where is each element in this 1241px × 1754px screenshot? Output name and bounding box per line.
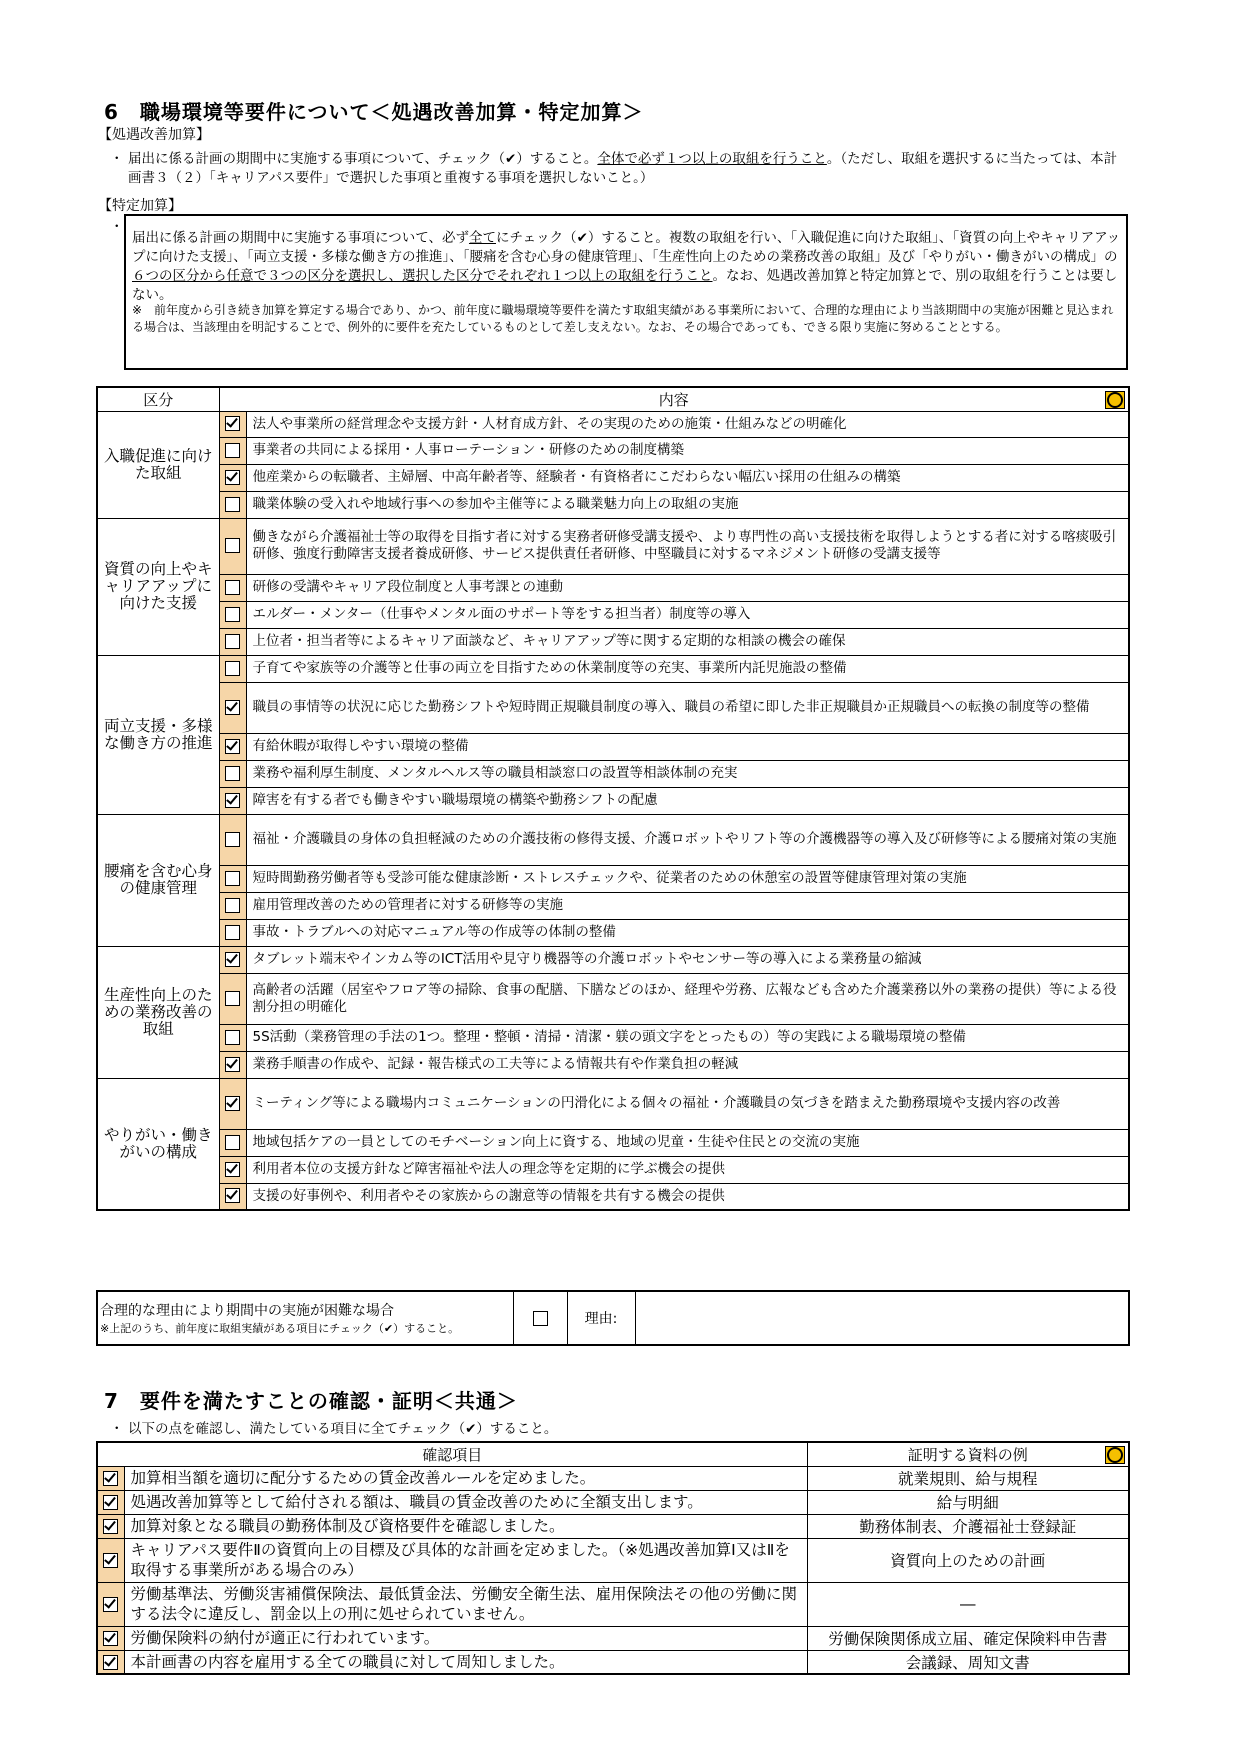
item-text: 子育てや家族等の介護等と仕事の両立を目指すための休業制度等の充実、事業所内託児施設の整備: [246, 655, 1129, 682]
reason-checkbox-cell: [513, 1291, 567, 1345]
evidence-text: ―: [807, 1582, 1129, 1626]
table-row: [97, 1466, 1129, 1490]
shogu-label: 【処遇改善加算】: [98, 127, 210, 143]
item-checkbox[interactable]: [225, 832, 240, 847]
item-checkbox[interactable]: [225, 497, 240, 512]
checkbox-cell: [97, 1490, 124, 1514]
shogu-bullet: ・: [110, 151, 124, 167]
table-row: [97, 1514, 1129, 1538]
item-text: 事業者の共同による採用・人事ローテーション・研修のための制度構築: [246, 437, 1129, 464]
table-row: [97, 574, 1129, 601]
table-row: [97, 601, 1129, 628]
item-text: 短時間勤務労働者等も受診可能な健康診断・ストレスチェックや、従業者のための休憩室の設置等健康管理対策の実施: [246, 865, 1129, 892]
table-row: [97, 814, 1129, 865]
reason-cell: [97, 1291, 513, 1345]
checkbox-cell: [219, 973, 246, 1024]
checkbox-cell: [219, 601, 246, 628]
item-checkbox[interactable]: [225, 1135, 240, 1150]
item-text: 職業体験の受入れや地域行事への参加や主催等による職業魅力向上の取組の実施: [246, 491, 1129, 518]
checkbox-cell: [219, 1183, 246, 1210]
category-label: やりがい・働きがいの構成: [97, 1078, 219, 1210]
header-item: 確認項目: [97, 1442, 807, 1466]
checkbox-cell: [219, 865, 246, 892]
checkbox-cell: [219, 1078, 246, 1129]
checkbox-cell: [219, 787, 246, 814]
reason-note: ※上記のうち、前年度に取組実績がある項目にチェック（✔）すること。: [100, 1322, 460, 1335]
table-row: [97, 411, 1129, 437]
item-text: 5S活動（業務管理の手法の1つ。整理・整頓・清掃・清潔・躾の頭文字をとったもの）等の実践による職場環境の整備: [246, 1024, 1129, 1051]
table-row: [97, 733, 1129, 760]
confirm-item-text: 労働基準法、労働災害補償保険法、最低賃金法、労働安全衛生法、雇用保険法その他の労働に関する法令に違反し、罰金以上の刑に処せられていません。: [124, 1582, 807, 1626]
table-row: [97, 1024, 1129, 1051]
category-label: 入職促進に向けた取組: [97, 411, 219, 518]
checkbox-cell: [219, 464, 246, 491]
tokutei-note: ※ 前年度から引き続き加算を算定する場合であり、かつ、前年度に職場環境等要件を満たす取組実績がある事業所において、合理的な理由により当該期間中の実施が困難と見込まれる場合は、当該理由を明記することで、例外的に要件を充たしているものとして差し支えない。なお、その場合であっても、できる限り実施に努めることとする。: [132, 303, 1114, 334]
confirm-checkbox[interactable]: [103, 1631, 118, 1646]
item-checkbox[interactable]: [225, 538, 240, 553]
table-row: [97, 628, 1129, 655]
evidence-text: 勤務体制表、介護福祉士登録証: [807, 1514, 1129, 1538]
checkbox-cell: [219, 1129, 246, 1156]
checkbox-cell: [97, 1514, 124, 1538]
confirm-item-text: 処遇改善加算等として給付される額は、職員の賃金改善のために全額支出します。: [124, 1490, 807, 1514]
confirm-checkbox[interactable]: [103, 1495, 118, 1510]
confirm-item-text: 加算相当額を適切に配分するための賃金改善ルールを定めました。: [124, 1466, 807, 1490]
item-text: 福祉・介護職員の身体の負担軽減のための介護技術の修得支援、介護ロボットやリフト等の介護機器等の導入及び研修等による腰痛対策の実施: [246, 814, 1129, 865]
checkbox-cell: [97, 1626, 124, 1650]
item-checkbox[interactable]: [225, 1030, 240, 1045]
confirm-checkbox[interactable]: [103, 1519, 118, 1534]
item-text: 他産業からの転職者、主婦層、中高年齢者等、経験者・有資格者にこだわらない幅広い採用の仕組みの構築: [246, 464, 1129, 491]
checkbox-cell: [219, 437, 246, 464]
item-text: 働きながら介護福祉士等の取得を目指す者に対する実務者研修受講支援や、より専門性の高い支援技術を取得しようとする者に対する喀痰吸引研修、強度行動障害支援者養成研修、サービス提供責任者研修、中堅職員に対するマネジメント研修の受講支援等: [246, 518, 1129, 574]
checkbox-cell: [97, 1538, 124, 1582]
table-row: [97, 946, 1129, 973]
table-row: [97, 1078, 1129, 1129]
item-checkbox[interactable]: [225, 634, 240, 649]
checkbox-cell: [219, 760, 246, 787]
reason-checkbox[interactable]: [533, 1311, 548, 1326]
checkbox-cell: [219, 946, 246, 973]
checkbox-cell: [219, 733, 246, 760]
tokutei-bullet: ・: [110, 219, 124, 235]
header-evidence-label: 証明する資料の例: [907, 1445, 1028, 1464]
category-label: 両立支援・多様な働き方の推進: [97, 655, 219, 814]
item-checkbox[interactable]: [225, 871, 240, 886]
table-row: [97, 973, 1129, 1024]
table-row: [97, 787, 1129, 814]
item-checkbox[interactable]: [225, 766, 240, 781]
confirm-item-text: 労働保険料の納付が適正に行われています。: [124, 1626, 807, 1650]
item-checkbox[interactable]: [225, 1162, 240, 1177]
table-row: [97, 518, 1129, 574]
item-checkbox[interactable]: [225, 607, 240, 622]
item-text: タブレット端末やインカム等のICT活用や見守り機器等の介護ロボットやセンサー等の導入による業務量の縮減: [246, 946, 1129, 973]
item-text: 事故・トラブルへの対応マニュアル等の作成等の体制の整備: [246, 919, 1129, 946]
confirm-item-text: 本計画書の内容を雇用する全ての職員に対して周知しました。: [124, 1650, 807, 1674]
confirm-checkbox[interactable]: [103, 1471, 118, 1486]
reason-field-label: 理由:: [567, 1291, 635, 1345]
checkbox-cell: [219, 682, 246, 733]
table-row: [97, 491, 1129, 518]
section7-text: 以下の点を確認し、満たしている項目に全てチェック（✔）すること。: [128, 1421, 558, 1437]
table-row: [97, 1183, 1129, 1210]
checkbox-cell: [219, 814, 246, 865]
item-checkbox[interactable]: [225, 739, 240, 754]
checkbox-cell: [219, 919, 246, 946]
item-checkbox[interactable]: [225, 898, 240, 913]
tokutei-label: 【特定加算】: [98, 198, 182, 214]
confirm-checkbox[interactable]: [103, 1655, 118, 1670]
item-text: 研修の受講やキャリア段位制度と人事考課との連動: [246, 574, 1129, 601]
table-row: [97, 1051, 1129, 1078]
item-text: 支援の好事例や、利用者やその家族からの謝意等の情報を共有する機会の提供: [246, 1183, 1129, 1210]
item-text: ミーティング等による職場内コミュニケーションの円滑化による個々の福祉・介護職員の気づきを踏まえた勤務環境や支援内容の改善: [246, 1078, 1129, 1129]
table-row: [97, 1129, 1129, 1156]
tokutei-text: 届出に係る計画の期間中に実施する事項について、必ず全てにチェック（✔）すること。複数の取組を行い、「入職促進に向けた取組」、「資質の向上やキャリアアップに向けた支援」、「両立支援・多様な働き方の推進」、「腰痛を含む心身の健康管理」、「生産性向上のための業務改善の取組」及び「やりがい・働きがいの構成」の６つの区分から任意で３つの区分を選択し、選択した区分でそれぞれ１つ以上の取組を行うこと。なお、処遇改善加算と特定加算とで、別の取組を行うことは要しない。: [132, 230, 1121, 303]
reason-input[interactable]: [635, 1291, 1129, 1345]
checkbox-cell: [219, 628, 246, 655]
item-checkbox[interactable]: [225, 1096, 240, 1111]
checkbox-cell: [219, 1156, 246, 1183]
checkbox-cell: [219, 411, 246, 437]
category-label: 生産性向上のための業務改善の取組: [97, 946, 219, 1078]
item-checkbox[interactable]: [225, 661, 240, 676]
item-text: 法人や事業所の経営理念や支援方針・人材育成方針、その実現のための施策・仕組みなどの明確化: [246, 411, 1129, 437]
item-text: 業務や福利厚生制度、メンタルヘルス等の職員相談窓口の設置等相談体制の充実: [246, 760, 1129, 787]
category-label: 腰痛を含む心身の健康管理: [97, 814, 219, 946]
header-kubun: 区分: [97, 387, 219, 411]
table-row: [97, 1626, 1129, 1650]
item-checkbox[interactable]: [225, 1188, 240, 1203]
category-label: 資質の向上やキャリアアップに向けた支援: [97, 518, 219, 655]
checkbox-cell: [219, 518, 246, 574]
item-text: 障害を有する者でも働きやすい職場環境の構築や勤務シフトの配慮: [246, 787, 1129, 814]
item-checkbox[interactable]: [225, 700, 240, 715]
checkbox-cell: [219, 491, 246, 518]
confirm-item-text: キャリアパス要件Ⅱの資質向上の目標及び具体的な計画を定めました。（※処遇改善加算Ⅰ又はⅡを取得する事業所がある場合のみ）: [124, 1538, 807, 1582]
checkbox-cell: [219, 1024, 246, 1051]
evidence-text: 会議録、周知文書: [807, 1650, 1129, 1674]
section7-bullet: ・: [110, 1421, 124, 1437]
table-row: [97, 760, 1129, 787]
evidence-text: 労働保険関係成立届、確定保険料申告書: [807, 1626, 1129, 1650]
table-row: [97, 1538, 1129, 1582]
checkbox-cell: [97, 1650, 124, 1674]
evidence-text: 資質向上のための計画: [807, 1538, 1129, 1582]
checkbox-cell: [97, 1582, 124, 1626]
table-row: [97, 1156, 1129, 1183]
table-row: [97, 464, 1129, 491]
table-row: [97, 682, 1129, 733]
item-checkbox[interactable]: [225, 991, 240, 1006]
table-row: [97, 437, 1129, 464]
evidence-text: 給与明細: [807, 1490, 1129, 1514]
item-text: 有給休暇が取得しやすい環境の整備: [246, 733, 1129, 760]
item-text: 業務手順書の作成や、記録・報告様式の工夫等による情報共有や作業負担の軽減: [246, 1051, 1129, 1078]
checkbox-cell: [219, 655, 246, 682]
item-text: 利用者本位の支援方針など障害福祉や法人の理念等を定期的に学ぶ機会の提供: [246, 1156, 1129, 1183]
header-evidence: [807, 1442, 1129, 1466]
item-text: 地域包括ケアの一員としてのモチベーション向上に資する、地域の児童・生徒や住民との交流の実施: [246, 1129, 1129, 1156]
item-checkbox[interactable]: [225, 952, 240, 967]
evidence-text: 就業規則、給与規程: [807, 1466, 1129, 1490]
table-row: [97, 1650, 1129, 1674]
item-checkbox[interactable]: [225, 925, 240, 940]
table-row: [97, 892, 1129, 919]
reason-label: 合理的な理由により期間中の実施が困難な場合: [100, 1303, 394, 1319]
marker-icon: [1105, 1446, 1125, 1464]
item-text: 職員の事情等の状況に応じた勤務シフトや短時間正規職員制度の導入、職員の希望に即した非正規職員か正規職員への転換の制度等の整備: [246, 682, 1129, 733]
table-row: [97, 1582, 1129, 1626]
confirmation-table: [96, 1441, 1130, 1675]
table-row: [97, 655, 1129, 682]
section7-title: 7 要件を満たすことの確認・証明＜共通＞: [104, 1389, 518, 1413]
header-naiyou: [219, 387, 1129, 411]
table-row: [97, 1490, 1129, 1514]
environment-requirements-table: [96, 386, 1130, 1211]
table-row: [97, 865, 1129, 892]
marker-icon: [1105, 391, 1125, 409]
item-checkbox[interactable]: [225, 1057, 240, 1072]
checkbox-cell: [219, 574, 246, 601]
checkbox-cell: [219, 1051, 246, 1078]
item-checkbox[interactable]: [225, 470, 240, 485]
item-text: 上位者・担当者等によるキャリア面談など、キャリアアップ等に関する定期的な相談の機会の確保: [246, 628, 1129, 655]
checkbox-cell: [219, 892, 246, 919]
reason-table: [96, 1290, 1130, 1346]
shogu-text: 届出に係る計画の期間中に実施する事項について、チェック（✔）すること。全体で必ず１つ以上の取組を行うこと。（ただし、取組を選択するに当たっては、本計画書３（２）「キャリアパス要件」で選択した事項と重複する事項を選択しないこと。）: [128, 151, 1118, 186]
confirm-checkbox[interactable]: [103, 1597, 118, 1612]
section6-title: 6 職場環境等要件について＜処遇改善加算・特定加算＞: [104, 100, 644, 124]
header-naiyou-label: 内容: [658, 390, 689, 409]
checkbox-cell: [97, 1466, 124, 1490]
item-checkbox[interactable]: [225, 416, 240, 431]
confirm-item-text: 加算対象となる職員の勤務体制及び資格要件を確認しました。: [124, 1514, 807, 1538]
item-text: 雇用管理改善のための管理者に対する研修等の実施: [246, 892, 1129, 919]
item-checkbox[interactable]: [225, 580, 240, 595]
tokutei-box-top: [124, 214, 1128, 216]
item-checkbox[interactable]: [225, 443, 240, 458]
item-text: エルダー・メンター（仕事やメンタル面のサポート等をする担当者）制度等の導入: [246, 601, 1129, 628]
table-row: [97, 919, 1129, 946]
item-checkbox[interactable]: [225, 793, 240, 808]
item-text: 高齢者の活躍（居室やフロア等の掃除、食事の配膳、下膳などのほか、経理や労務、広報なども含めた介護業務以外の業務の提供）等による役割分担の明確化: [246, 973, 1129, 1024]
confirm-checkbox[interactable]: [103, 1553, 118, 1568]
